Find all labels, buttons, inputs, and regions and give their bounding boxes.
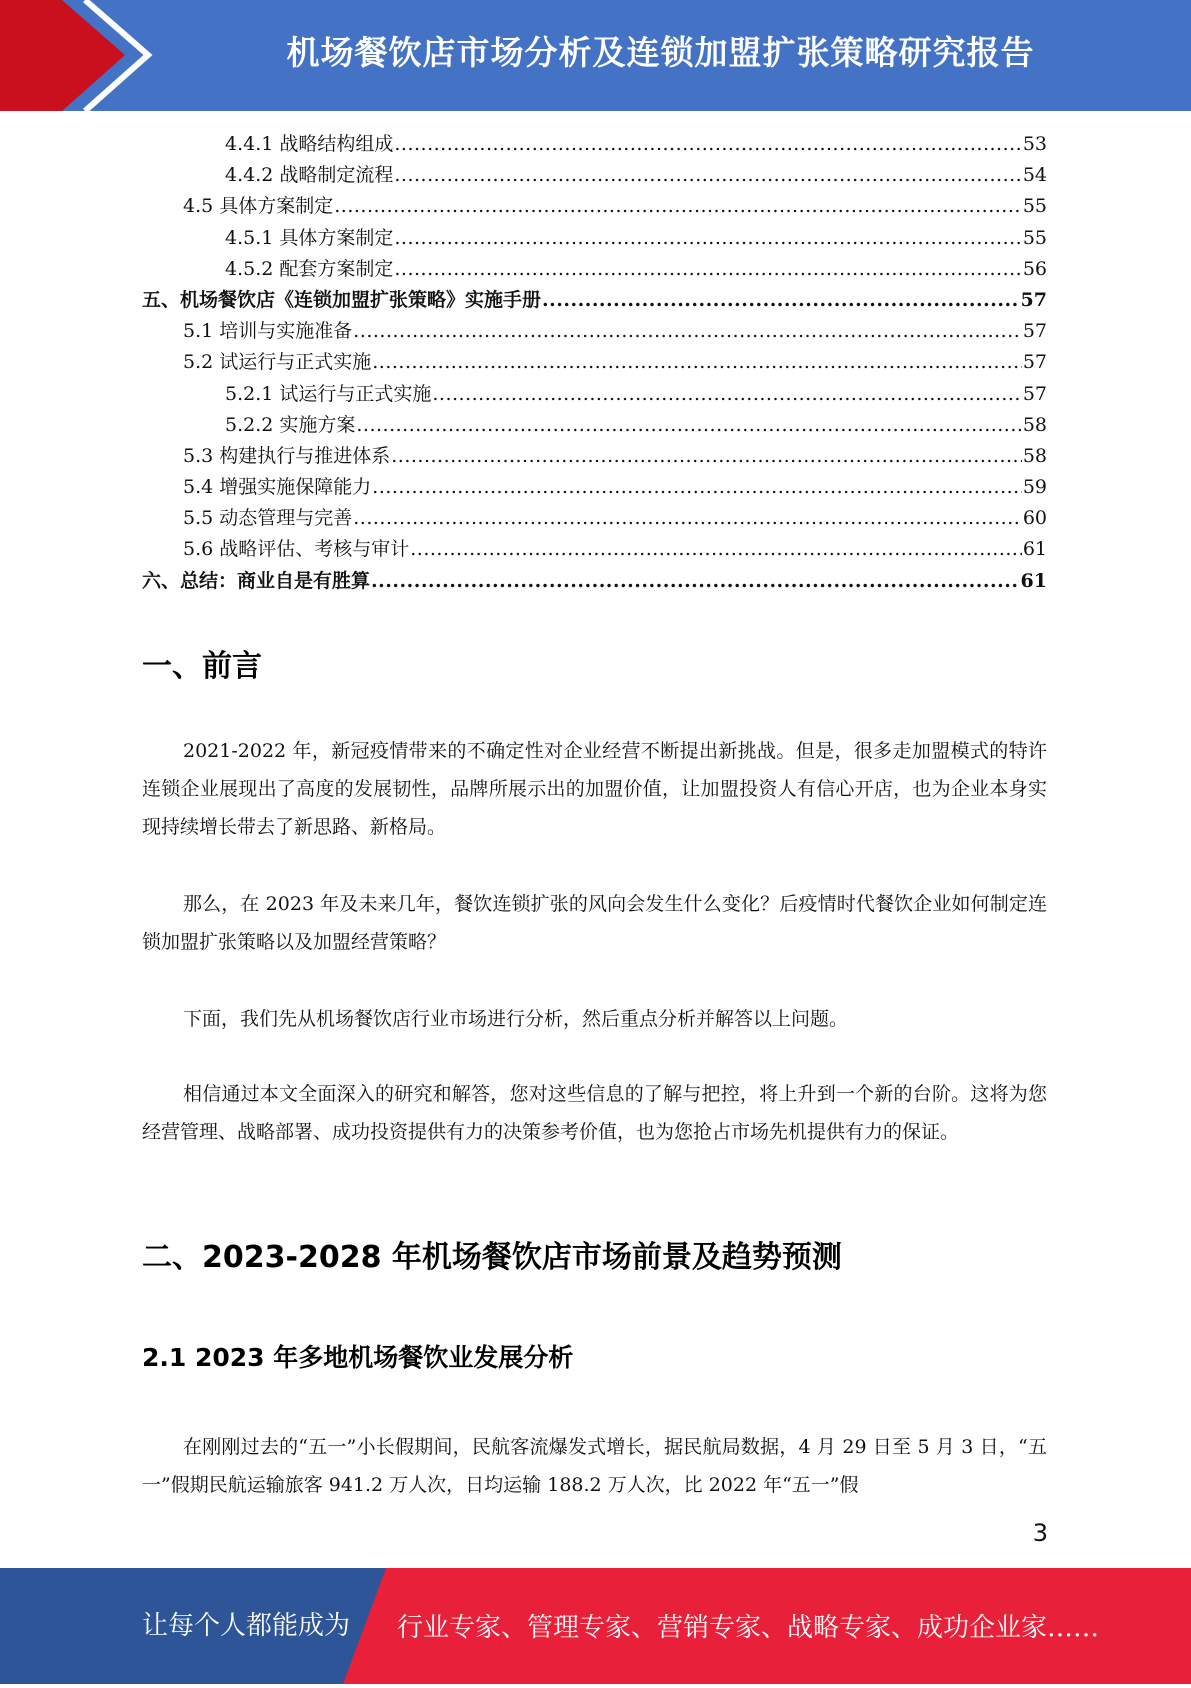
toc-dot-leader: [394, 258, 1021, 280]
toc-entry[interactable]: [142, 254, 1047, 285]
toc-entry[interactable]: [142, 191, 1047, 222]
toc-entry-page: 55: [1022, 195, 1047, 218]
toc-entry[interactable]: [142, 129, 1047, 160]
toc-dot-leader: [356, 414, 1021, 436]
toc-dot-leader: [334, 195, 1022, 217]
toc-dot-leader: [353, 320, 1022, 342]
heading-analysis: 2.1 2023 年多地机场餐饮业发展分析: [142, 1343, 574, 1372]
footer-slogan-left: 让每个人都能成为: [142, 1611, 351, 1641]
toc-entry-title: 5.6 战略评估、考核与审计: [183, 538, 410, 561]
toc-dot-leader: [353, 507, 1022, 529]
toc-entry-title: 5.4 增强实施保障能力: [183, 476, 372, 499]
toc-dot-leader: [394, 133, 1021, 155]
toc-entry[interactable]: [142, 472, 1047, 503]
toc-entry-title: 六、总结：商业自是有胜算: [142, 569, 371, 592]
toc-entry-page: 59: [1022, 476, 1047, 499]
paragraph-2: 那么，在 2023 年及未来几年，餐饮连锁扩张的风向会发生什么变化？后疫情时代餐饮企业如何制定连锁加盟扩张策略以及加盟经营策略？: [142, 893, 1047, 953]
table-of-contents: [142, 129, 1047, 597]
toc-entry-title: 5.3 构建执行与推进体系: [183, 444, 391, 467]
paragraph-1: 2021-2022 年，新冠疫情带来的不确定性对企业经营不断提出新挑战。但是，很多走加盟模式的特许连锁企业展现出了高度的发展韧性，品牌所展示出的加盟价值，让加盟投资人有信心开店，也为企业本身实现持续增长带去了新思路、新格局。: [142, 740, 1047, 838]
toc-dot-leader: [542, 289, 1020, 311]
heading-preface: 一、前言: [142, 649, 262, 684]
toc-entry-title: 4.4.2 战略制定流程: [225, 164, 394, 187]
header-banner: [0, 0, 1191, 111]
toc-entry-title: 5.2 试运行与正式实施: [183, 351, 372, 374]
toc-dot-leader: [372, 351, 1022, 373]
toc-entry-page: 55: [1022, 226, 1047, 249]
toc-dot-leader: [371, 570, 1020, 592]
toc-entry[interactable]: [142, 503, 1047, 534]
paragraph-4: 相信通过本文全面深入的研究和解答，您对这些信息的了解与把控，将上升到一个新的台阶。这将为您经营管理、战略部署、成功投资提供有力的决策参考价值，也为您抢占市场先机提供有力的保证。: [142, 1083, 1047, 1143]
toc-entry-page: 57: [1022, 320, 1047, 343]
toc-dot-leader: [432, 383, 1021, 405]
page-number: 3: [1032, 1519, 1048, 1547]
toc-entry-title: 5.5 动态管理与完善: [183, 507, 353, 530]
toc-entry-title: 4.4.1 战略结构组成: [225, 133, 394, 155]
toc-entry-title: 五、机场餐饮店《连锁加盟扩张策略》实施手册: [142, 288, 542, 311]
toc-entry-page: 57: [1022, 351, 1047, 374]
toc-entry-page: 58: [1022, 444, 1047, 467]
toc-entry-page: 54: [1022, 164, 1047, 187]
toc-entry-title: 5.2.1 试运行与正式实施: [225, 382, 432, 405]
toc-entry-page: 58: [1022, 413, 1047, 436]
toc-entry-page: 56: [1022, 257, 1047, 280]
paragraph-5: 在刚刚过去的“五一”小长假期间，民航客流爆发式增长，据民航局数据，4 月 29 日至 5 月 3 日，“五一”假期民航运输旅客 941.2 万人次，日均运输 188.2 万人次，比 2022 年“五一”假: [142, 1436, 1047, 1496]
toc-entry-page: 57: [1020, 288, 1047, 311]
toc-entry-page: 60: [1022, 507, 1047, 530]
toc-entry-page: 61: [1022, 538, 1047, 561]
report-title: 机场餐饮店市场分析及连锁加盟扩张策略研究报告: [286, 33, 1035, 72]
heading-forecast: 二、2023-2028 年机场餐饮店市场前景及趋势预测: [142, 1240, 842, 1275]
toc-entry[interactable]: [142, 160, 1047, 191]
toc-dot-leader: [372, 476, 1022, 498]
toc-entry-title: 4.5 具体方案制定: [183, 195, 334, 218]
toc-entry[interactable]: [142, 534, 1047, 565]
toc-entry-page: 61: [1020, 569, 1047, 592]
toc-entry[interactable]: [142, 223, 1047, 254]
toc-entry-title: 4.5.2 配套方案制定: [225, 257, 394, 280]
toc-entry-page: 53: [1022, 133, 1047, 155]
footer-slogan-right: 行业专家、管理专家、营销专家、战略专家、成功企业家……: [397, 1613, 1100, 1643]
toc-entry[interactable]: [142, 285, 1047, 316]
toc-dot-leader: [391, 445, 1022, 467]
toc-entry-title: 4.5.1 具体方案制定: [225, 226, 394, 249]
toc-dot-leader: [394, 227, 1021, 249]
toc-entry-title: 5.2.2 实施方案: [225, 413, 356, 436]
toc-dot-leader: [410, 538, 1022, 560]
toc-entry-title: 5.1 培训与实施准备: [183, 320, 353, 343]
toc-entry[interactable]: [142, 316, 1047, 347]
toc-entry[interactable]: [142, 379, 1047, 410]
paragraph-3: 下面，我们先从机场餐饮店行业市场进行分析，然后重点分析并解答以上问题。: [183, 1008, 849, 1030]
toc-entry[interactable]: [142, 441, 1047, 472]
footer-banner: [0, 1568, 1191, 1684]
toc-dot-leader: [394, 164, 1021, 186]
header-arrow-graphic: [0, 0, 160, 111]
toc-entry-page: 57: [1022, 382, 1047, 405]
toc-entry[interactable]: [142, 347, 1047, 378]
toc-entry[interactable]: [142, 410, 1047, 441]
toc-entry[interactable]: [142, 566, 1047, 597]
